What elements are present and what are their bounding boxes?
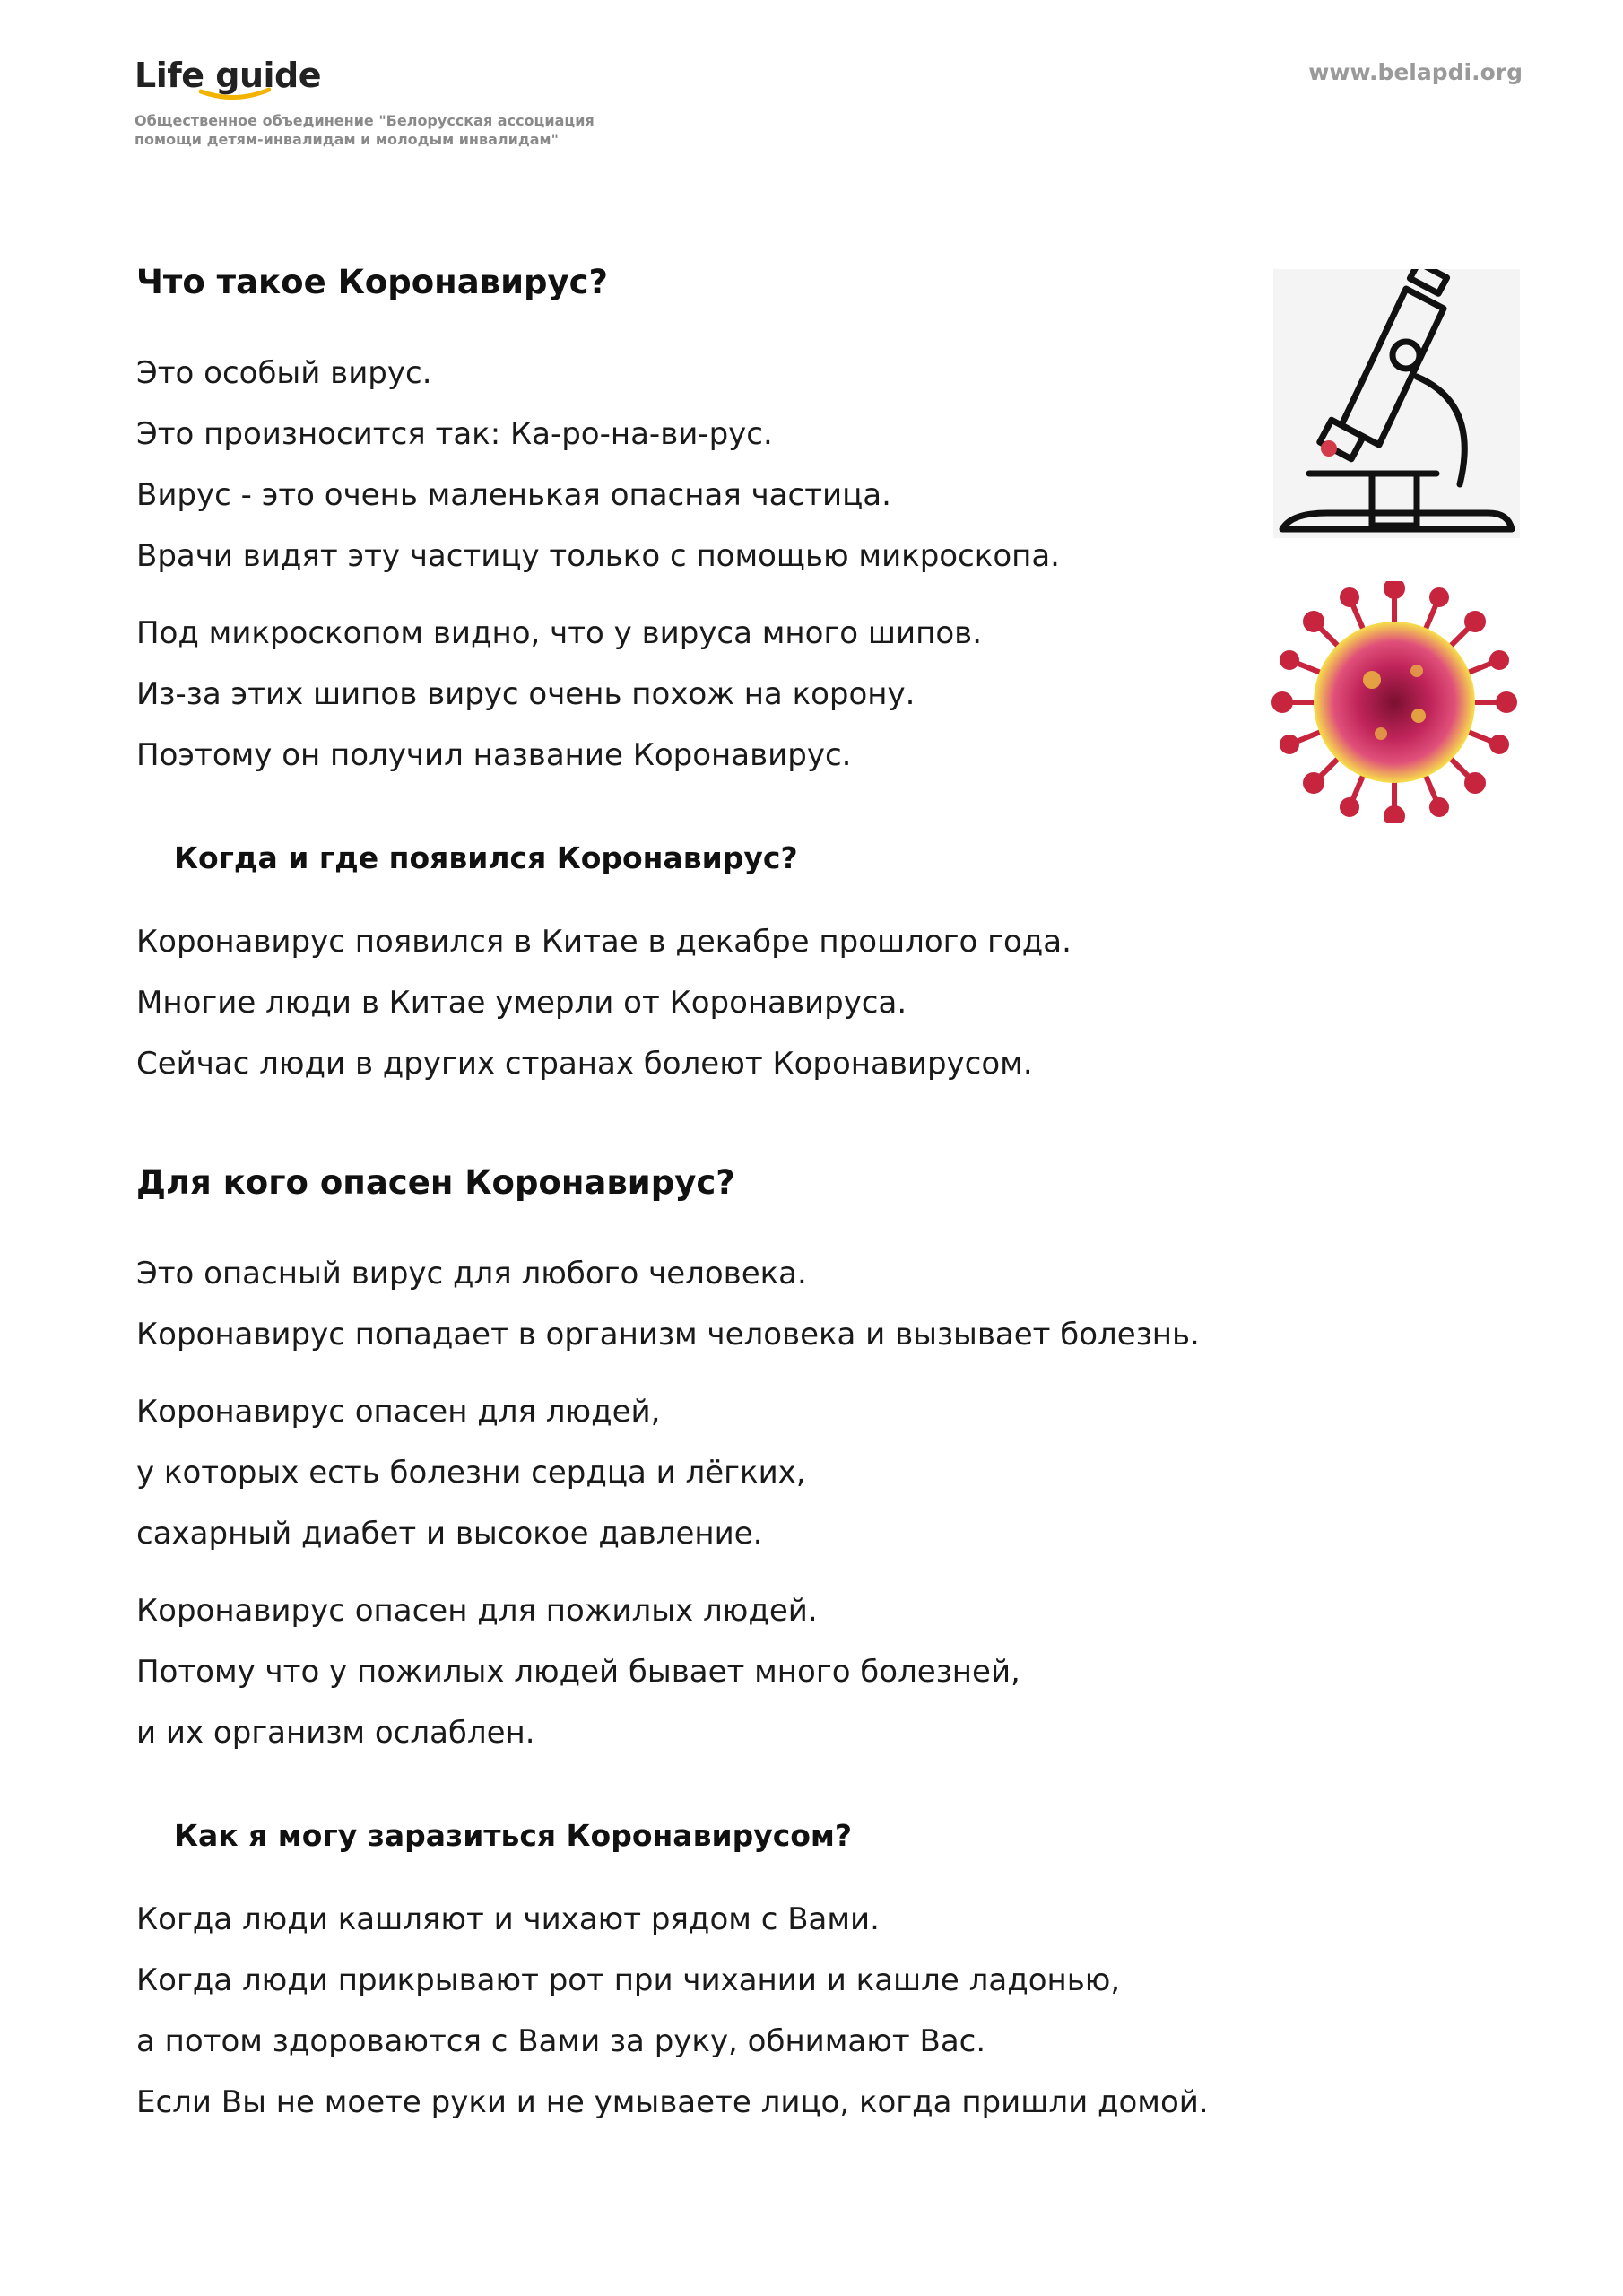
- heading-what-is: Что такое Коронавирус?: [136, 263, 609, 301]
- logo-text: Life guide: [135, 56, 322, 95]
- website-link[interactable]: www.belapdi.org: [1308, 59, 1523, 85]
- text-line: Коронавирус попадает в организм человека и вызывает болезнь.: [136, 1317, 1200, 1352]
- text-line: Когда люди прикрывают рот при чихании и кашле ладонью,: [136, 1962, 1121, 1998]
- text-line: а потом здороваются с Вами за руку, обнимают Вас.: [136, 2023, 986, 2059]
- text-line: Коронавирус опасен для пожилых людей.: [136, 1593, 818, 1629]
- microscope-icon: [1273, 269, 1520, 538]
- paragraph: [136, 1889, 1257, 2133]
- text-line: Поэтому он получил название Коронавирус.: [136, 737, 852, 773]
- header-left: [135, 56, 637, 149]
- document-body: [136, 260, 1257, 2149]
- text-line: Многие люди в Китае умерли от Коронавируса.: [136, 985, 907, 1021]
- organization-name: Общественное объединение "Белорусская ассоциация помощи детям-инвалидам и молодым инвалидам": [135, 112, 595, 148]
- heading-who-at-risk: Для кого опасен Коронавирус?: [136, 1163, 735, 1202]
- text-line: Это опасный вирус для любого человека.: [136, 1256, 807, 1292]
- text-line: Врачи видят эту частицу только с помощью микроскопа.: [136, 538, 1060, 574]
- heading-when-where: Когда и где появился Коронавирус?: [174, 840, 798, 875]
- text-line: Вирус - это очень маленькая опасная частица.: [136, 477, 891, 513]
- text-line: Когда люди кашляют и чихают рядом с Вами.: [136, 1901, 880, 1937]
- text-line: и их организм ослаблен.: [136, 1715, 535, 1751]
- text-line: Из-за этих шипов вирус очень похож на корону.: [136, 676, 916, 712]
- logo: [135, 56, 321, 95]
- paragraph: [136, 911, 1257, 1094]
- text-line: Сейчас люди в других странах болеют Коронавирусом.: [136, 1046, 1033, 1082]
- text-line: Коронавирус появился в Китае в декабре прошлого года.: [136, 924, 1072, 960]
- text-line: Если Вы не моете руки и не умываете лицо, когда пришли домой.: [136, 2084, 1209, 2120]
- text-line: Это особый вирус.: [136, 355, 432, 391]
- logo-swoosh-icon: [199, 86, 271, 102]
- paragraph: [136, 603, 1257, 786]
- coronavirus-icon: [1264, 581, 1524, 823]
- paragraph: [136, 1580, 1257, 1763]
- text-line: Потому что у пожилых людей бывает много болезней,: [136, 1654, 1020, 1690]
- paragraph: [136, 1381, 1257, 1564]
- text-line: Это произносится так: Ка-ро-на-ви-рус.: [136, 416, 773, 452]
- text-line: у которых есть болезни сердца и лёгких,: [136, 1455, 806, 1491]
- text-line: Под микроскопом видно, что у вируса много шипов.: [136, 615, 983, 651]
- paragraph: [136, 343, 1257, 587]
- text-line: Коронавирус опасен для людей,: [136, 1394, 661, 1430]
- heading-how-infected: Как я могу заразиться Коронавирусом?: [174, 1818, 853, 1853]
- text-line: сахарный диабет и высокое давление.: [136, 1516, 763, 1552]
- paragraph: [136, 1243, 1257, 1365]
